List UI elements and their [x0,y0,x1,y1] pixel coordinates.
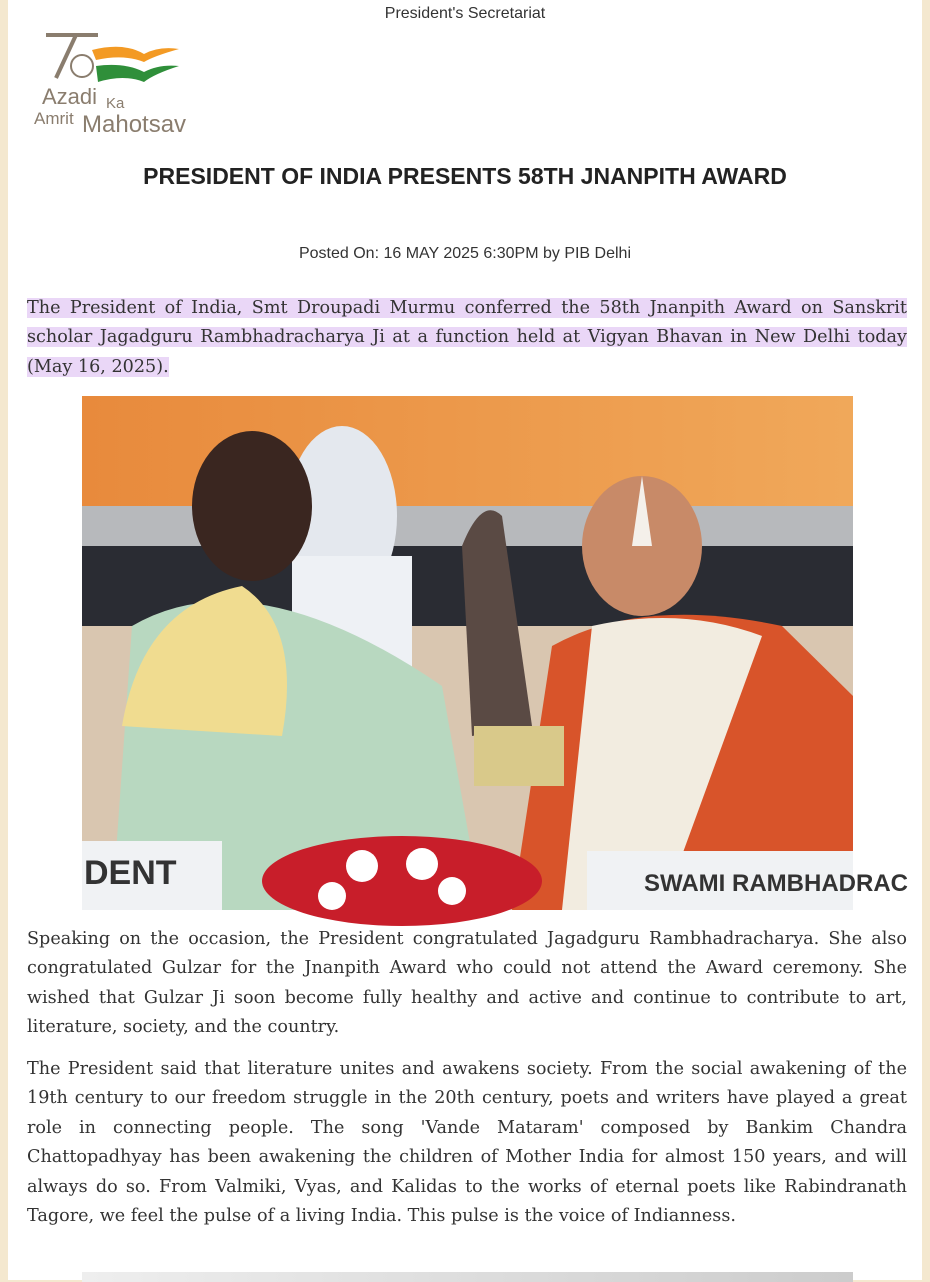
article-title: PRESIDENT OF INDIA PRESENTS 58TH JNANPITH AWARD [143,163,787,189]
svg-text:Azadi: Azadi [42,84,98,109]
secretariat-label: President's Secretariat [384,5,546,22]
svg-text:Amrit: Amrit [34,109,74,128]
award-ceremony-photo [82,396,908,910]
lead-paragraph [27,294,907,382]
azadi-ka-amrit-mahotsav-logo [34,32,224,137]
paragraph-1: Speaking on the occasion, the President congratulated Jagadguru Rambhadracharya. She also congratulated Gulzar for the Jnanpith Award who could not attend the Award ceremony. She wished that Gulzar Ji soon become fully healthy and active and continue to contribute to art, literature, society, and the country. [27,929,907,1038]
highlighted-text: The President of India, Smt Droupadi Murmu conferred the 58th Jnanpith Award on Sanskrit scholar Jagadguru Rambhadracharya Ji at a function held at Vigyan Bhavan in New Delhi today (May 16, 2025). [27,298,907,377]
nameplate-left: DENT [84,854,177,892]
nameplate-right: SWAMI RAMBHADRAC [644,870,908,897]
posted-info: Posted On: 16 MAY 2025 6:30PM by PIB Delhi [298,245,632,262]
second-photo [82,1272,853,1282]
svg-text:Ka: Ka [106,95,125,112]
svg-text:Mahotsav: Mahotsav [82,111,187,138]
paragraph-2: The President said that literature unites and awakens society. From the social awakening of the 19th century to our freedom struggle in the 20th century, poets and writers have played a great role in connecting people. The song 'Vande Mataram' composed by Bankim Chandra Chattopadhyay has been awakening the children of Mother India for almost 150 years, and will always do so. From Valmiki, Vyas, and Kalidas to the works of eternal poets like Rabindranath Tagore, we feel the pulse of a living India. This pulse is the voice of Indianness. [27,1059,907,1227]
